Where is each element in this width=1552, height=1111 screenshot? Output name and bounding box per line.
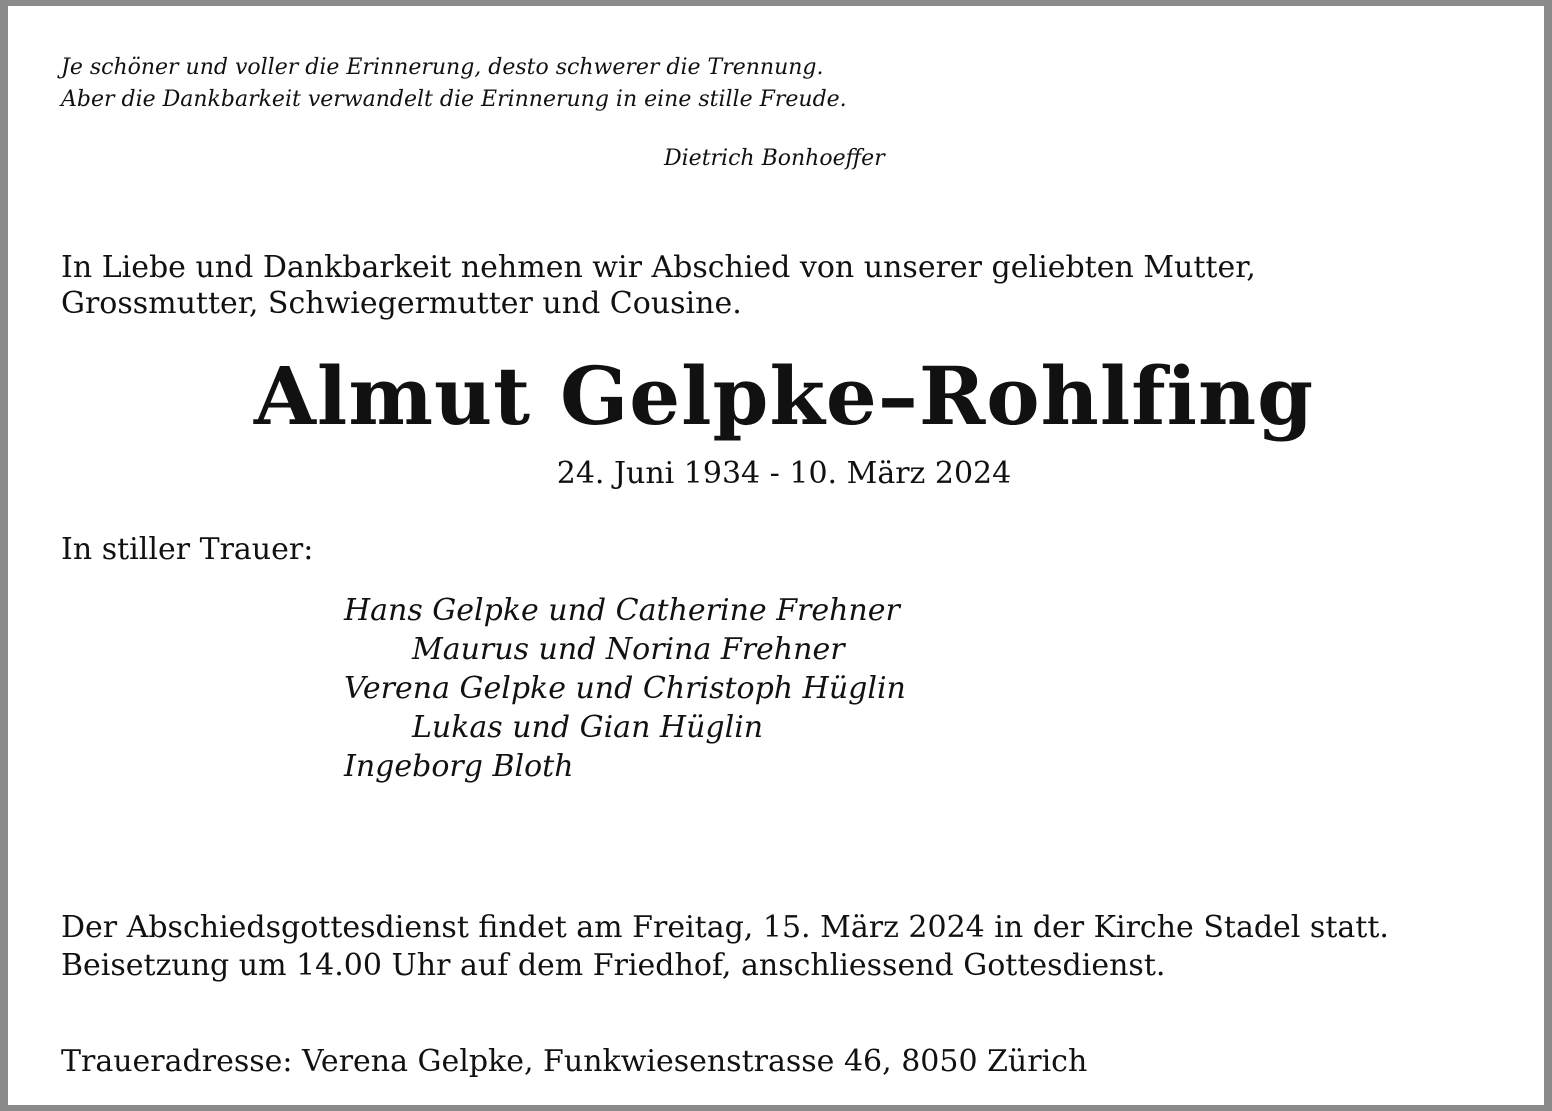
intro-text	[61, 250, 1256, 322]
mourning-address: Traueradresse: Verena Gelpke, Funkwiesenstrasse 46, 8050 Zürich	[61, 1044, 1088, 1079]
intro-line-1: In Liebe und Dankbarkeit nehmen wir Abschied von unserer geliebten Mutter,	[61, 250, 1256, 285]
deceased-name: Almut Gelpke–Rohlfing	[253, 349, 1315, 443]
service-line-2: Beisetzung um 14.00 Uhr auf dem Friedhof, anschliessend Gottesdienst.	[61, 948, 1166, 983]
quote-line-2: Aber die Dankbarkeit verwandelt die Erinnerung in eine stille Freude.	[61, 87, 847, 112]
service-line-1: Der Abschiedsgottesdienst findet am Freitag, 15. März 2024 in der Kirche Stadel statt.	[61, 910, 1389, 945]
mourner-item: Verena Gelpke und Christoph Hüglin	[344, 671, 906, 706]
mourner-item: Hans Gelpke und Catherine Frehner	[344, 593, 900, 628]
quote-author: Dietrich Bonhoeffer	[664, 146, 885, 171]
service-info	[61, 909, 1389, 985]
mourner-item: Lukas und Gian Hüglin	[412, 710, 764, 745]
mourning-label: In stiller Trauer:	[61, 532, 314, 567]
intro-line-2: Grossmutter, Schwiegermutter und Cousine.	[61, 286, 742, 321]
mourner-item: Ingeborg Bloth	[344, 749, 574, 784]
life-dates: 24. Juni 1934 - 10. März 2024	[556, 456, 1012, 491]
quote	[61, 52, 847, 116]
quote-line-1: Je schöner und voller die Erinnerung, desto schwerer die Trennung.	[61, 55, 824, 80]
mourner-item: Maurus und Norina Frehner	[412, 632, 845, 667]
mourners-list	[344, 591, 906, 786]
